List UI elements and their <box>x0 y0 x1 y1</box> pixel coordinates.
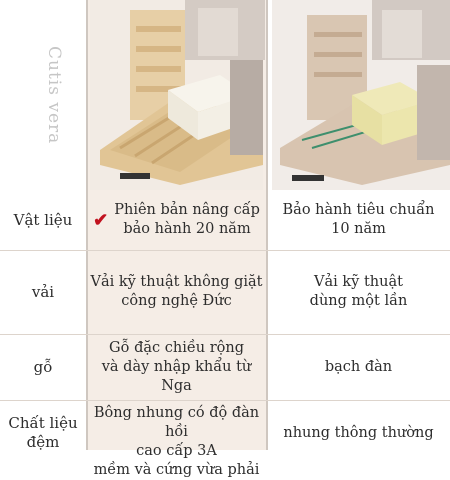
premium-cushion-cell: Bông nhung có độ đàn hồi cao cấp 3A mềm và cứng vừa phải <box>93 405 260 478</box>
checkmark-icon: ✔ <box>93 209 109 231</box>
brand-watermark: Cutis vera <box>44 45 64 145</box>
sofa-frame-premium-drawing <box>90 0 263 190</box>
standard-fabric-cell: Vải kỹ thuật dùng một lần <box>309 274 408 309</box>
standard-cushion-cell: nhung thông thường <box>283 425 434 441</box>
sofa-frame-standard-image <box>272 0 450 190</box>
row-label-cushion: Chất liệu đệm <box>8 414 78 451</box>
row-label-wood: gỗ <box>33 357 53 376</box>
row-label-material: Vật liệu <box>13 210 73 229</box>
sofa-frame-standard-drawing <box>272 0 450 190</box>
standard-material-cell: Bảo hành tiêu chuẩn 10 năm <box>282 202 435 237</box>
premium-fabric-cell: Vải kỹ thuật không giặt công nghệ Đức <box>90 274 263 309</box>
premium-material-cell: ✔ Phiên bản nâng cấp bảo hành 20 năm <box>93 202 260 237</box>
standard-wood-cell: bạch đàn <box>324 358 393 375</box>
sofa-frame-premium-image <box>90 0 263 190</box>
row-label-fabric: vải <box>31 282 55 301</box>
premium-wood-cell: Gỗ đặc chiều rộng và dày nhập khẩu từ Nga <box>101 339 252 394</box>
